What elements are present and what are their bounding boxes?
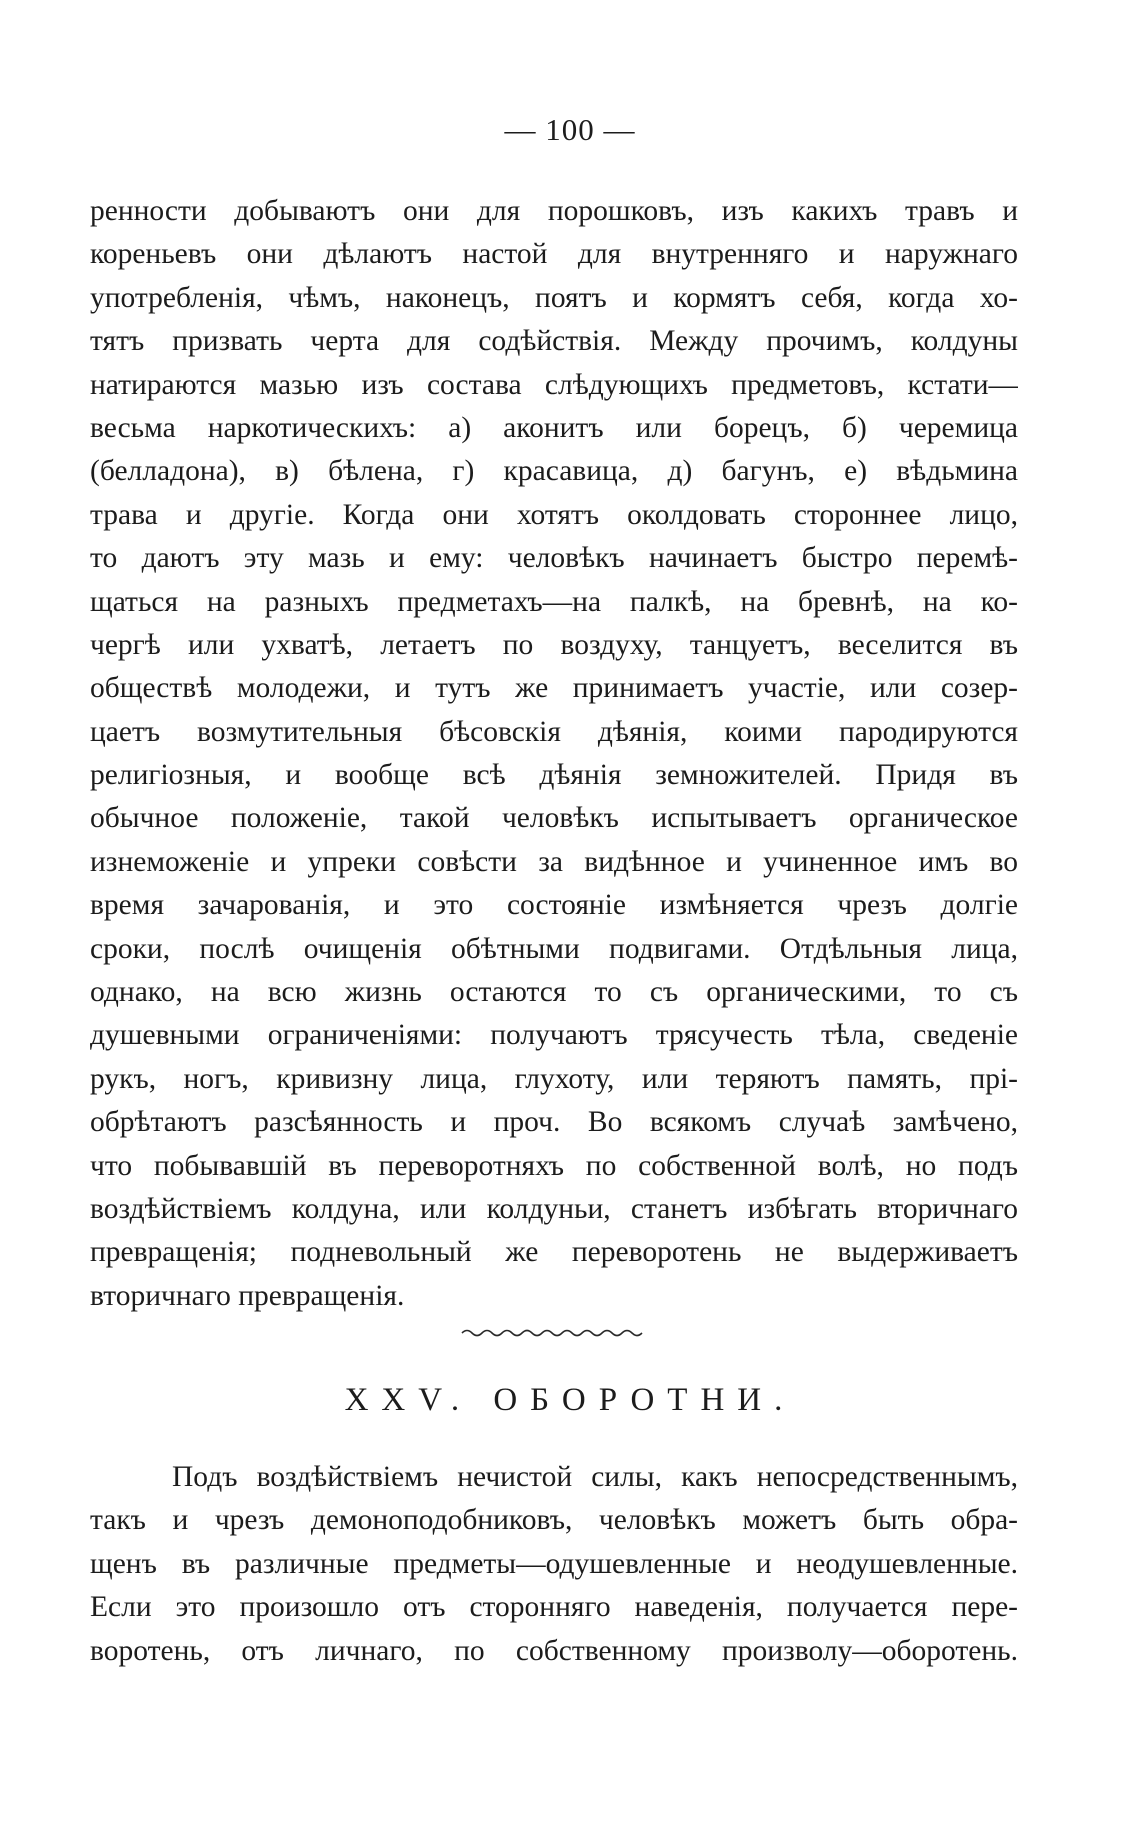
text-line: тятъ призвать черта для содѣйствія. Между прочимъ, колдуны: [90, 325, 1018, 358]
text-line: ренности добываютъ они для порошковъ, изъ какихъ травъ и: [90, 195, 1018, 227]
text-line: время зачарованія, и это состояніе измѣняется чрезъ долгіе: [90, 889, 1018, 922]
text-line: Если это произошло отъ сторонняго наведенія, получается пере-: [90, 1591, 1018, 1624]
wavy-divider-ornament: [460, 1325, 646, 1341]
text-line: вторичнаго превращенія.: [90, 1279, 405, 1312]
text-line: что побывавшій въ переворотняхъ по собственной волѣ, но подъ: [90, 1149, 1018, 1182]
page-number: — 100 —: [504, 112, 636, 147]
text-line: сроки, послѣ очищенія обѣтными подвигами. Отдѣльныя лица,: [90, 932, 1018, 965]
text-line: кореньевъ они дѣлаютъ настой для внутренняго и наружнаго: [90, 238, 1018, 271]
text-line: щенъ въ различные предметы—одушевленные и неодушевленные.: [90, 1547, 1018, 1580]
section-heading: XXV. ОБОРОТНИ.: [344, 1382, 796, 1418]
text-line: цаетъ возмутительныя бѣсовскія дѣянія, коими пародируются: [90, 715, 1018, 748]
text-line: однако, на всю жизнь остаются то съ органическими, то съ: [90, 976, 1018, 1009]
text-line: Подъ воздѣйствіемъ нечистой силы, какъ непосредственнымъ,: [172, 1461, 1018, 1493]
text-line: то даютъ эту мазь и ему: человѣкъ начинаетъ быстро перемѣ-: [90, 542, 1018, 575]
text-line: рукъ, ногъ, кривизну лица, глухоту, или теряютъ память, прі-: [90, 1062, 1018, 1095]
text-line: такъ и чрезъ демоноподобниковъ, человѣкъ можетъ быть обра-: [90, 1504, 1018, 1537]
text-line: изнеможеніе и упреки совѣсти за видѣнное и учиненное имъ во: [90, 845, 1018, 878]
paragraph-2: [90, 1456, 1018, 1673]
text-line: весьма наркотическихъ: а) аконитъ или борецъ, б) черемица: [90, 411, 1018, 444]
text-line: натираются мазью изъ состава слѣдующихъ предметовъ, кстати—: [90, 368, 1018, 401]
text-line: обществѣ молодежи, и тутъ же принимаетъ участіе, или созер-: [90, 672, 1018, 705]
text-line: (белладона), в) бѣлена, г) красавица, д) багунъ, е) вѣдьмина: [90, 455, 1018, 488]
paragraph-1: [90, 190, 1018, 1318]
text-line: употребленія, чѣмъ, наконецъ, поятъ и кормятъ себя, когда хо-: [90, 281, 1018, 314]
text-line: чергѣ или ухватѣ, летаетъ по воздуху, танцуетъ, веселится въ: [90, 628, 1018, 661]
text-line: превращенія; подневольный же переворотень не выдерживаетъ: [90, 1236, 1018, 1269]
text-line: обычное положеніе, такой человѣкъ испытываетъ органическое: [90, 802, 1018, 835]
text-line: душевными ограниченіями: получаютъ трясучесть тѣла, сведеніе: [90, 1019, 1018, 1052]
text-line: воротень, отъ личнаго, по собственному произволу—оборотень.: [90, 1634, 1018, 1667]
text-line: обрѣтаютъ разсѣянность и проч. Во всякомъ случаѣ замѣчено,: [90, 1106, 1018, 1139]
text-line: религіозныя, и вообще всѣ дѣянія земножителей. Придя въ: [90, 759, 1018, 792]
text-line: трава и другіе. Когда они хотятъ околдовать стороннее лицо,: [90, 498, 1018, 531]
text-line: щаться на разныхъ предметахъ—на палкѣ, на бревнѣ, на ко-: [90, 585, 1018, 618]
text-line: воздѣйствіемъ колдуна, или колдуньи, станетъ избѣгать вторичнаго: [90, 1192, 1018, 1225]
